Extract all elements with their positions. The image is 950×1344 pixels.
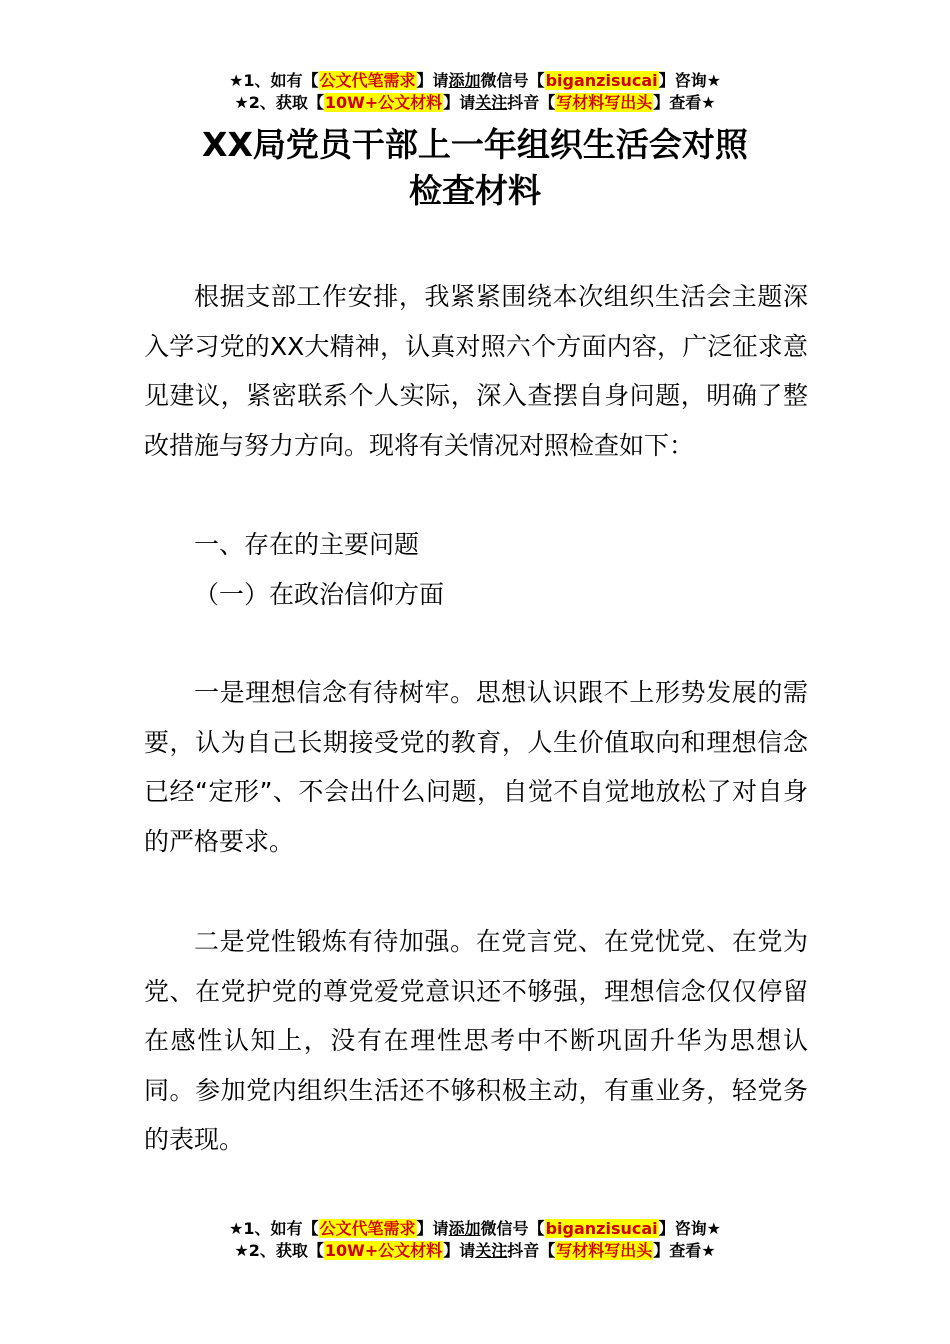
top-banner	[0, 70, 950, 114]
highlight-service: 公文代笔需求	[319, 1219, 416, 1238]
banner-text: 】请	[443, 1241, 476, 1260]
highlight-douyin: 写材料写出头	[556, 93, 653, 112]
point-1-block	[144, 668, 808, 866]
point-2-block	[144, 917, 808, 1165]
section-heading: 一、存在的主要问题	[194, 530, 420, 559]
highlight-materials: 10W+公文材料	[324, 1241, 443, 1260]
banner-text: ★1、如有【	[229, 1219, 319, 1238]
underlined-follow: 关注	[475, 1241, 508, 1260]
banner-text: 抖音【	[507, 93, 556, 112]
banner-text: 微信号【	[480, 71, 545, 90]
banner-text: ★1、如有【	[229, 71, 319, 90]
point-1-paragraph: 一是理想信念有待树牢。思想认识跟不上形势发展的需要，认为自己长期接受党的教育，人生价值取向和理想信念已经“定形”、不会出什么问题，自觉不自觉地放松了对自身的严格要求。	[144, 678, 808, 856]
title-line-1: XX局党员干部上一年组织生活会对照	[202, 125, 748, 164]
banner-text: 微信号【	[480, 1219, 545, 1238]
highlight-materials: 10W+公文材料	[324, 93, 443, 112]
banner-text: 】请	[416, 1219, 449, 1238]
subsection-heading: （一）在政治信仰方面	[194, 579, 445, 609]
title-line-2: 检查材料	[409, 171, 541, 210]
underlined-follow: 关注	[475, 93, 508, 112]
banner-line-2	[0, 1240, 950, 1262]
document-title	[0, 122, 950, 214]
underlined-add: 添加	[448, 71, 481, 90]
banner-text: 抖音【	[507, 1241, 556, 1260]
banner-text: 】请	[443, 93, 476, 112]
banner-text: ★2、获取【	[234, 93, 324, 112]
bottom-banner	[0, 1218, 950, 1262]
banner-text: 】咨询★	[658, 71, 721, 90]
banner-line-2	[0, 92, 950, 114]
underlined-add: 添加	[448, 1219, 481, 1238]
section-headings	[144, 520, 808, 619]
highlight-service: 公文代笔需求	[319, 71, 416, 90]
banner-text: 】查看★	[653, 93, 716, 112]
banner-text: ★2、获取【	[234, 1241, 324, 1260]
intro-paragraph: 根据支部工作安排，我紧紧围绕本次组织生活会主题深入学习党的XX大精神，认真对照六个方面内容，广泛征求意见建议，紧密联系个人实际，深入查摆自身问题，明确了整改措施与努力方向。现将有关情况对照检查如下：	[144, 282, 808, 460]
banner-text: 】查看★	[653, 1241, 716, 1260]
highlight-douyin: 写材料写出头	[556, 1241, 653, 1260]
banner-text: 】咨询★	[658, 1219, 721, 1238]
point-2-paragraph: 二是党性锻炼有待加强。在党言党、在党忧党、在党为党、在党护党的尊党爱党意识还不够强，理想信念仅仅停留在感性认知上，没有在理性思考中不断巩固升华为思想认同。参加党内组织生活还不够积极主动，有重业务，轻党务的表现。	[144, 927, 808, 1154]
highlight-wechat-id: biganzisucai	[545, 71, 658, 90]
banner-text: 】请	[416, 71, 449, 90]
intro-paragraph-block	[144, 272, 808, 470]
banner-line-1	[0, 70, 950, 92]
highlight-wechat-id: biganzisucai	[545, 1219, 658, 1238]
banner-line-1	[0, 1218, 950, 1240]
